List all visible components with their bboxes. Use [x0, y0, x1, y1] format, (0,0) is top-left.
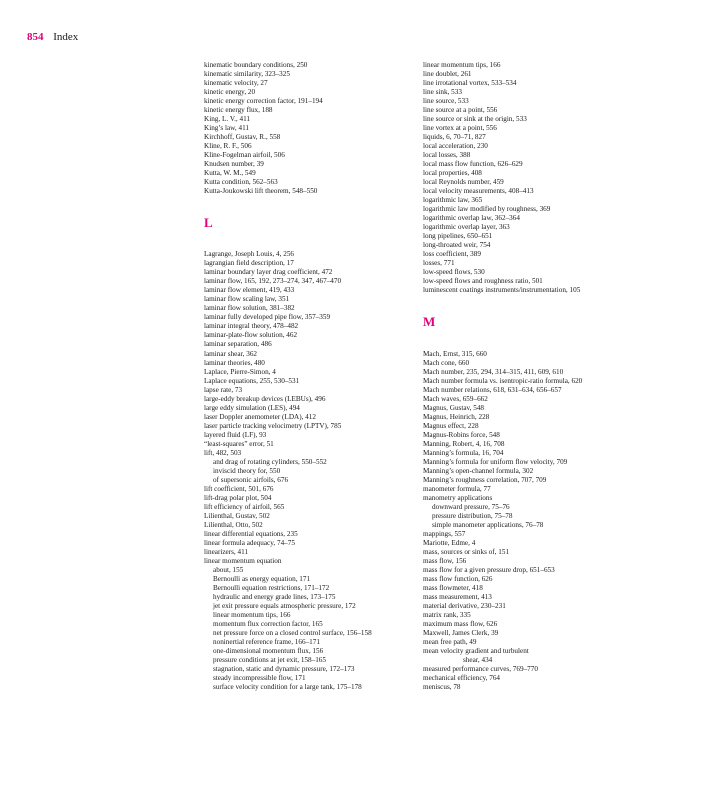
index-subentry: of supersonic airfoils, 676 [213, 475, 289, 484]
index-entry: line irrotational vortex, 533–534 [423, 79, 517, 88]
index-entry: Mariotte, Edme, 4 [423, 538, 476, 547]
index-entry: logarithmic overlap layer, 363 [423, 223, 510, 232]
index-entry: long-throated weir, 754 [423, 241, 491, 250]
index-entry: linear formula adequacy, 74–75 [204, 538, 295, 547]
index-entry: laminar integral theory, 478–482 [204, 322, 299, 331]
index-subentry: Bernoulli as energy equation, 171 [213, 574, 311, 583]
index-subentry: stagnation, static and dynamic pressure, 172–173 [213, 665, 355, 674]
index-entry: linear momentum tips, 166 [423, 61, 501, 69]
index-entry: line source at a point, 556 [423, 106, 498, 115]
index-entry: Kutta, W. M., 549 [204, 169, 256, 178]
index-entry: large-eddy breakup devices (LEBUs), 496 [204, 394, 326, 403]
index-entry: logarithmic law, 365 [423, 196, 483, 205]
index-subentry: net pressure force on a closed control surface, 156–158 [213, 628, 372, 637]
index-entry: Lilienthal, Otto, 502 [204, 520, 263, 529]
index-entry: mass, sources or sinks of, 151 [423, 547, 510, 556]
index-entry: lagrangian field description, 17 [204, 259, 294, 268]
index-entry: lift-drag polar plot, 504 [204, 493, 272, 502]
index-entry: matrix rank, 335 [423, 610, 471, 619]
index-entry: “least-squares” error, 51 [204, 439, 274, 448]
index-entry: kinetic energy correction factor, 191–194 [204, 97, 323, 106]
index-entry: line doublet, 261 [423, 70, 472, 79]
index-entry: mappings, 557 [423, 529, 466, 538]
index-entry: kinetic energy flux, 188 [204, 106, 273, 115]
index-subentry: about, 155 [213, 565, 244, 574]
index-entry: logarithmic overlap law, 362–364 [423, 214, 520, 223]
index-subentry: downward pressure, 75–76 [432, 502, 510, 511]
index-entry: local velocity measurements, 408–413 [423, 187, 534, 196]
index-entry: layered fluid (LF), 93 [204, 430, 267, 439]
index-entry: manometry applications [423, 493, 493, 502]
index-entry: laminar flow solution, 381–382 [204, 304, 295, 313]
index-entry: Maxwell, James Clerk, 39 [423, 628, 499, 637]
index-entry: Kline, R. F., 506 [204, 142, 252, 151]
index-entry: kinematic boundary conditions, 250 [204, 61, 308, 69]
index-entry: long pipelines, 650–651 [423, 232, 493, 241]
page-header [27, 31, 78, 44]
index-entry: laminar flow scaling law, 351 [204, 295, 290, 304]
index-subentry: one-dimensional momentum flux, 156 [213, 647, 324, 656]
index-entry: line vortex at a point, 556 [423, 124, 497, 133]
index-entry: losses, 771 [423, 259, 455, 268]
index-entry: Manning’s open-channel formula, 302 [423, 466, 534, 475]
index-entry: loss coefficient, 389 [423, 250, 481, 259]
index-entry: mass flowmeter, 418 [423, 583, 483, 592]
index-subentry: shear, 434 [463, 656, 493, 665]
index-entry: laminar-plate-flow solution, 462 [204, 331, 298, 340]
index-entry: Magnus, Gustav, 548 [423, 403, 485, 412]
index-subentry: simple manometer applications, 76–78 [432, 520, 544, 529]
index-entry: mass flow, 156 [423, 556, 467, 565]
index-entry: lift coefficient, 501, 676 [204, 484, 274, 493]
index-entry: line source or sink at the origin, 533 [423, 115, 527, 124]
index-entry: kinematic velocity, 27 [204, 79, 268, 88]
index-entry: mean free path, 49 [423, 638, 477, 646]
index-entry: large eddy simulation (LES), 494 [204, 403, 300, 412]
index-entry: line source, 533 [423, 97, 469, 106]
index-entry: liquids, 6, 70–71, 827 [423, 133, 486, 142]
index-entry: Mach waves, 659–662 [423, 394, 488, 403]
index-subentry: and drag of rotating cylinders, 550–552 [213, 457, 327, 466]
index-entry: laminar fully developed pipe flow, 357–359 [204, 313, 331, 322]
index-entry: Kline-Fogelman airfoil, 506 [204, 151, 285, 160]
index-subentry: surface velocity condition for a large tank, 175–178 [213, 683, 362, 692]
index-entry: linear momentum equation [204, 556, 282, 565]
index-entry: local acceleration, 230 [423, 142, 488, 151]
index-entry: Mach, Ernst, 315, 660 [423, 349, 487, 358]
index-entry: Magnus, Heinrich, 228 [423, 412, 490, 421]
index-entry: linearizers, 411 [204, 547, 249, 556]
index-entry: lapse rate, 73 [204, 385, 243, 394]
index-entry: lift efficiency of airfoil, 565 [204, 502, 285, 511]
index-entry: local mass flow function, 626–629 [423, 160, 523, 169]
index-subentry: momentum flux correction factor, 165 [213, 619, 323, 628]
page-number: 854 [27, 31, 44, 43]
index-column-right [423, 61, 663, 692]
index-entry: laminar separation, 486 [204, 340, 272, 349]
index-entry: maximum mass flow, 626 [423, 619, 498, 628]
index-entry: laminar shear, 362 [204, 349, 258, 358]
index-subentry: pressure distribution, 75–78 [432, 511, 513, 520]
index-entry: local losses, 388 [423, 151, 471, 160]
index-entry: low-speed flows, 530 [423, 268, 485, 277]
index-entry: Lilienthal, Gustav, 502 [204, 511, 270, 520]
index-entry: local Reynolds number, 459 [423, 178, 504, 187]
index-entry: local properties, 408 [423, 169, 482, 178]
index-subentry: hydraulic and energy grade lines, 173–175 [213, 592, 336, 601]
index-entry: kinetic energy, 20 [204, 88, 256, 97]
index-subentry: inviscid theory for, 550 [213, 466, 281, 475]
index-entry: Manning’s roughness correlation, 707, 709 [423, 475, 547, 484]
index-entry: Mach number relations, 618, 631–634, 656–657 [423, 385, 562, 394]
index-entry: Mach number formula vs. isentropic-ratio formula, 620 [423, 376, 583, 385]
index-entry: logarithmic law modified by roughness, 369 [423, 205, 551, 214]
index-entry: laminar flow, 165, 192, 273–274, 347, 467–470 [204, 277, 342, 286]
index-entry: Manning’s formula for uniform flow velocity, 709 [423, 457, 568, 466]
section-letter-heading: M [423, 314, 436, 330]
index-entry: mass flow for a given pressure drop, 651–653 [423, 565, 555, 574]
index-entry: Kutta condition, 562–563 [204, 178, 278, 187]
index-entry: mechanical efficiency, 764 [423, 674, 501, 683]
index-entry: lift, 482, 503 [204, 448, 242, 457]
index-subentry: noninertial reference frame, 166–171 [213, 638, 320, 646]
index-entry: luminescent coatings instruments/instrumentation, 105 [423, 286, 581, 295]
index-entry: Manning, Robert, 4, 16, 708 [423, 439, 505, 448]
index-entry: linear differential equations, 235 [204, 529, 298, 538]
index-subentry: linear momentum tips, 166 [213, 610, 291, 619]
section-letter-heading: L [204, 215, 213, 231]
index-entry: manometer formula, 77 [423, 484, 491, 493]
index-subentry: pressure conditions at jet exit, 158–165 [213, 656, 326, 665]
index-entry: mean velocity gradient and turbulent [423, 647, 529, 656]
index-entry: Magnus-Robins force, 548 [423, 430, 500, 439]
index-entry: kinematic similarity, 323–325 [204, 70, 290, 79]
index-entry: laminar theories, 480 [204, 358, 265, 367]
index-entry: material derivative, 230–231 [423, 601, 506, 610]
index-entry: Mach cone, 660 [423, 358, 470, 367]
index-entry: mass flow function, 626 [423, 574, 493, 583]
index-subentry: Bernoulli equation restrictions, 171–172 [213, 583, 330, 592]
index-entry: Laplace equations, 255, 530–531 [204, 376, 300, 385]
index-entry: line sink, 533 [423, 88, 462, 97]
index-entry: meniscus, 78 [423, 683, 461, 692]
index-entry: Laplace, Pierre-Simon, 4 [204, 367, 276, 376]
index-entry: King, L. V., 411 [204, 115, 250, 124]
index-entry: Magnus effect, 228 [423, 421, 479, 430]
index-subentry: jet exit pressure equals atmospheric pressure, 172 [213, 601, 356, 610]
index-column-left [204, 61, 409, 692]
index-entry: Kutta-Joukowski lift theorem, 548–550 [204, 187, 318, 196]
index-entry: King’s law, 411 [204, 124, 249, 133]
index-entry: laser particle tracking velocimetry (LPTV), 785 [204, 421, 342, 430]
index-entry: laminar flow element, 419, 433 [204, 286, 295, 295]
index-entry: mass measurement, 413 [423, 592, 492, 601]
index-entry: Knudsen number, 39 [204, 160, 264, 169]
index-entry: laminar boundary layer drag coefficient, 472 [204, 268, 333, 277]
index-entry: Kirchhoff, Gustav, R., 558 [204, 133, 281, 142]
running-title: Index [53, 31, 79, 43]
index-entry: Lagrange, Joseph Louis, 4, 256 [204, 250, 295, 259]
index-subentry: steady incompressible flow, 171 [213, 674, 306, 683]
index-entry: laser Doppler anemometer (LDA), 412 [204, 412, 316, 421]
index-entry: Mach number, 235, 294, 314–315, 411, 609, 610 [423, 367, 564, 376]
index-entry: measured performance curves, 769–770 [423, 665, 538, 674]
index-entry: low-speed flows and roughness ratio, 501 [423, 277, 543, 286]
index-entry: Manning’s formula, 16, 704 [423, 448, 504, 457]
